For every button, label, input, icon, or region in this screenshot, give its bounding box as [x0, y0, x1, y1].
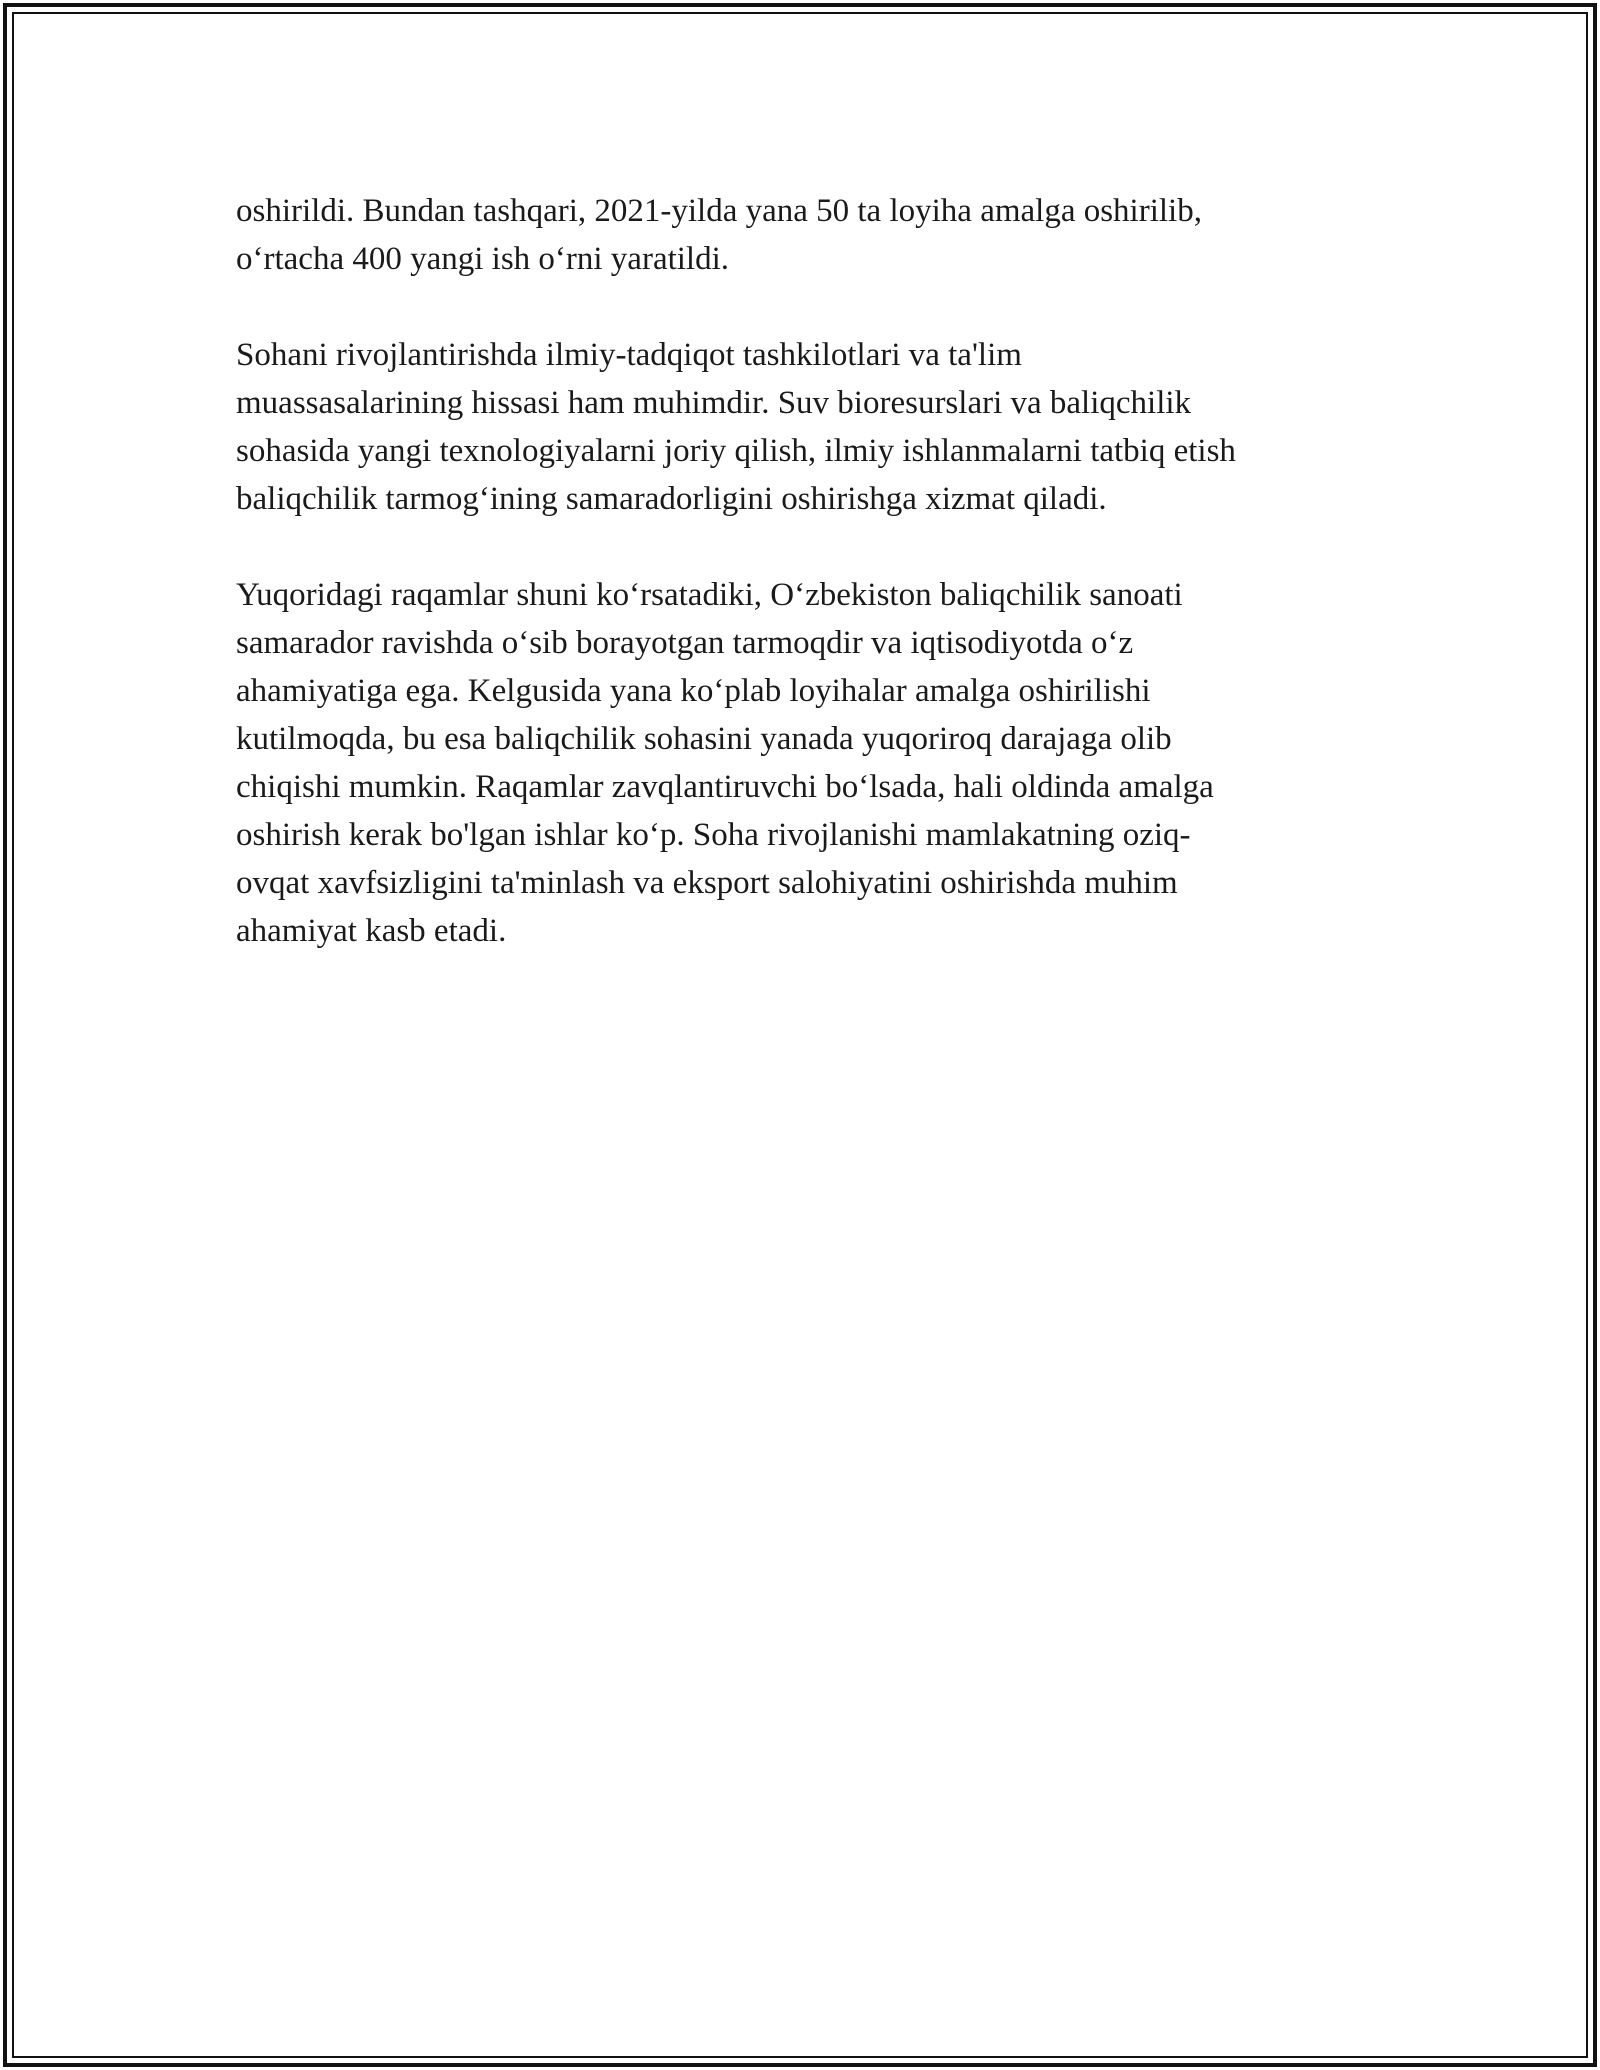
text-line: oshirish kerak bo'lgan ishlar ko‘p. Soha rivojlanishi mamlakatning oziq-	[236, 817, 1191, 853]
text-line: Yuqoridagi raqamlar shuni ko‘rsatadiki, O‘zbekiston baliqchilik sanoati	[236, 577, 1183, 613]
document-body	[236, 187, 1366, 1003]
text-line: ovqat xavfsizligini ta'minlash va eksport salohiyatini oshirishda muhim	[236, 865, 1178, 901]
text-line: baliqchilik tarmog‘ining samaradorligini oshirishga xizmat qiladi.	[236, 481, 1107, 517]
text-line: oshirildi. Bundan tashqari, 2021-yilda yana 50 ta loyiha amalga oshirilib,	[236, 193, 1202, 229]
text-line: samarador ravishda o‘sib borayotgan tarmoqdir va iqtisodiyotda o‘z	[236, 625, 1134, 661]
paragraph-2	[236, 331, 1366, 523]
text-line: ahamiyat kasb etadi.	[236, 913, 507, 949]
text-line: Sohani rivojlantirishda ilmiy-tadqiqot tashkilotlari va ta'lim	[236, 337, 1022, 373]
text-line: chiqishi mumkin. Raqamlar zavqlantiruvchi bo‘lsada, hali oldinda amalga	[236, 769, 1214, 805]
text-line: o‘rtacha 400 yangi ish o‘rni yaratildi.	[236, 241, 730, 277]
text-line: ahamiyatiga ega. Kelgusida yana ko‘plab loyihalar amalga oshirilishi	[236, 673, 1151, 709]
text-line: kutilmoqda, bu esa baliqchilik sohasini yanada yuqoriroq darajaga olib	[236, 721, 1172, 757]
paragraph-1	[236, 187, 1366, 283]
paragraph-3	[236, 571, 1366, 955]
text-line: sohasida yangi texnologiyalarni joriy qilish, ilmiy ishlanmalarni tatbiq etish	[236, 433, 1236, 469]
text-line: muassasalarining hissasi ham muhimdir. Suv bioresurslari va baliqchilik	[236, 385, 1192, 421]
